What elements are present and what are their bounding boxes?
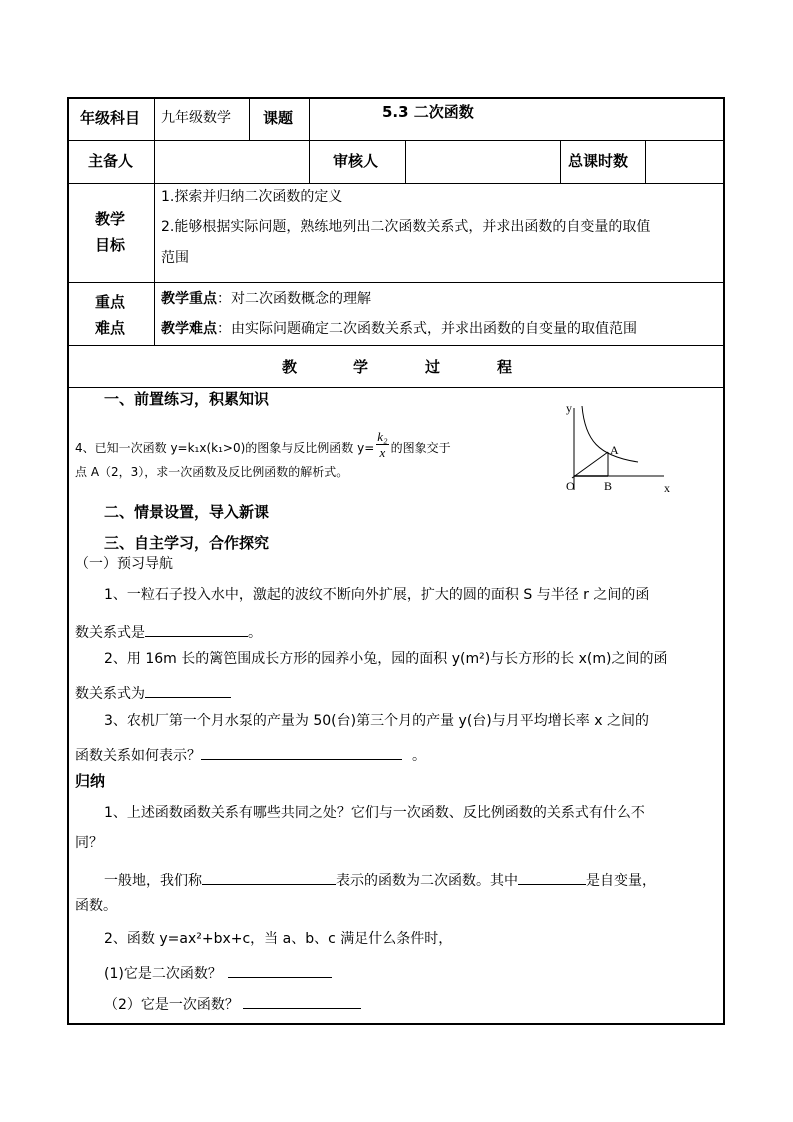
summary-item: 1、上述函数函数关系有哪些共同之处？它们与一次函数、反比例函数的关系式有什么不 bbox=[104, 805, 645, 821]
fraction bbox=[376, 430, 388, 459]
process-title-char: 过 bbox=[425, 358, 441, 376]
reviewer-label: 审核人 bbox=[333, 152, 379, 170]
fraction-numerator: k₂ bbox=[377, 429, 388, 444]
condition-question-text: （2）它是一次函数？ bbox=[104, 997, 239, 1013]
definition-text: 一般地，我们称 bbox=[104, 873, 202, 889]
hyperbola-line-figure bbox=[560, 400, 680, 496]
teaching-focus-text: ：对二次函数概念的理解 bbox=[217, 291, 371, 307]
topic-label: 课题 bbox=[263, 109, 294, 127]
condition-question bbox=[104, 994, 361, 1012]
answer-blank bbox=[228, 963, 332, 978]
summary-item: 2、函数 y=ax²+bx+c，当 a、b、c 满足什么条件时， bbox=[104, 931, 453, 947]
answer-blank bbox=[518, 870, 586, 885]
definition-line2: 函数。 bbox=[75, 898, 117, 914]
teaching-focus bbox=[161, 292, 371, 306]
objective-item: 2.能够根据实际问题，熟练地列出二次函数关系式，并求出函数的自变量的取值 bbox=[161, 219, 651, 235]
fraction-denominator: x bbox=[379, 445, 386, 460]
topic-value: 5.3 二次函数 bbox=[382, 103, 474, 121]
preview-item-text: 。 bbox=[412, 748, 426, 764]
question-4-text: 4、已知一次函数 y=k₁x(k₁>0)的图象与反比例函数 y= bbox=[75, 441, 375, 455]
preview-item: 3、农机厂第一个月水泵的产量为 50(台)第三个月的产量 y(台)与月平均增长率 x 之间的 bbox=[104, 713, 649, 729]
preview-item-text: 数关系式是 bbox=[75, 625, 145, 641]
answer-blank bbox=[201, 745, 402, 760]
key-points-label: 重点 bbox=[95, 293, 126, 311]
row-divider bbox=[67, 345, 725, 346]
answer-blank bbox=[202, 870, 336, 885]
column-divider bbox=[154, 97, 155, 345]
grade-subject-label: 年级科目 bbox=[80, 109, 141, 127]
column-divider bbox=[405, 140, 406, 183]
origin-label: O bbox=[566, 479, 575, 493]
line-graph bbox=[572, 452, 608, 478]
point-b-label: B bbox=[604, 479, 613, 493]
preview-item-text: 函数关系如何表示？ bbox=[75, 748, 201, 764]
summary-item-line2: 同？ bbox=[75, 835, 103, 851]
definition-text: 是自变量， bbox=[586, 873, 656, 889]
condition-question bbox=[104, 963, 332, 981]
teaching-difficulty bbox=[161, 322, 637, 336]
objective-item: 范围 bbox=[161, 250, 189, 266]
section-heading: 二、情景设置，导入新课 bbox=[104, 503, 270, 521]
section-heading: 一、前置练习，积累知识 bbox=[104, 390, 270, 408]
objectives-label: 教学 bbox=[95, 210, 126, 228]
teaching-focus-label: 教学重点 bbox=[161, 291, 217, 307]
answer-blank bbox=[145, 622, 248, 637]
row-divider bbox=[67, 140, 725, 141]
definition-text: 表示的函数为二次函数。其中 bbox=[336, 873, 518, 889]
definition-line bbox=[104, 870, 656, 888]
preview-item: 1、一粒石子投入水中，激起的波纹不断向外扩展，扩大的圆的面积 S 与半径 r 之间的函 bbox=[104, 587, 650, 603]
row-divider bbox=[67, 387, 725, 388]
preview-item-line2 bbox=[75, 683, 231, 701]
question-4-text: 的图象交于 bbox=[390, 441, 451, 455]
summary-heading: 归纳 bbox=[75, 772, 106, 790]
process-title-char: 学 bbox=[353, 358, 369, 376]
answer-blank bbox=[145, 683, 231, 698]
objective-item: 1.探索并归纳二次函数的定义 bbox=[161, 189, 343, 205]
row-divider bbox=[67, 282, 725, 283]
subsection-heading: （一）预习导航 bbox=[75, 556, 173, 572]
question-4 bbox=[75, 429, 451, 463]
grade-subject-value: 九年级数学 bbox=[161, 110, 231, 126]
teaching-difficulty-text: ：由实际问题确定二次函数关系式，并求出函数的自变量的取值范围 bbox=[217, 321, 637, 337]
condition-question-text: (1)它是二次函数？ bbox=[104, 966, 222, 982]
preview-item-line2 bbox=[75, 745, 426, 763]
total-hours-label: 总课时数 bbox=[568, 152, 629, 170]
key-points-label: 难点 bbox=[95, 319, 126, 337]
question-4-line2: 点 A（2，3），求一次函数及反比例函数的解析式。 bbox=[75, 465, 349, 479]
preview-item-line2 bbox=[75, 622, 262, 640]
objectives-label: 目标 bbox=[95, 236, 126, 254]
x-axis-label: x bbox=[664, 481, 670, 495]
preview-item: 2、用 16m 长的篱笆围成长方形的园养小兔，园的面积 y(m²)与长方形的长 x(m)之间的函 bbox=[104, 651, 668, 667]
teaching-difficulty-label: 教学难点 bbox=[161, 321, 217, 337]
section-heading: 三、自主学习，合作探究 bbox=[104, 534, 270, 552]
process-title-char: 教 bbox=[282, 358, 298, 376]
row-divider bbox=[67, 183, 725, 184]
answer-blank bbox=[243, 994, 361, 1009]
column-divider bbox=[249, 97, 250, 140]
preview-item-text: 。 bbox=[248, 625, 262, 641]
point-a-label: A bbox=[610, 443, 619, 457]
column-divider bbox=[560, 140, 561, 183]
column-divider bbox=[645, 140, 646, 183]
preview-item-text: 数关系式为 bbox=[75, 686, 145, 702]
preparer-label: 主备人 bbox=[88, 152, 134, 170]
y-axis-label: y bbox=[566, 401, 572, 415]
process-title-char: 程 bbox=[497, 358, 513, 376]
column-divider bbox=[309, 97, 310, 183]
